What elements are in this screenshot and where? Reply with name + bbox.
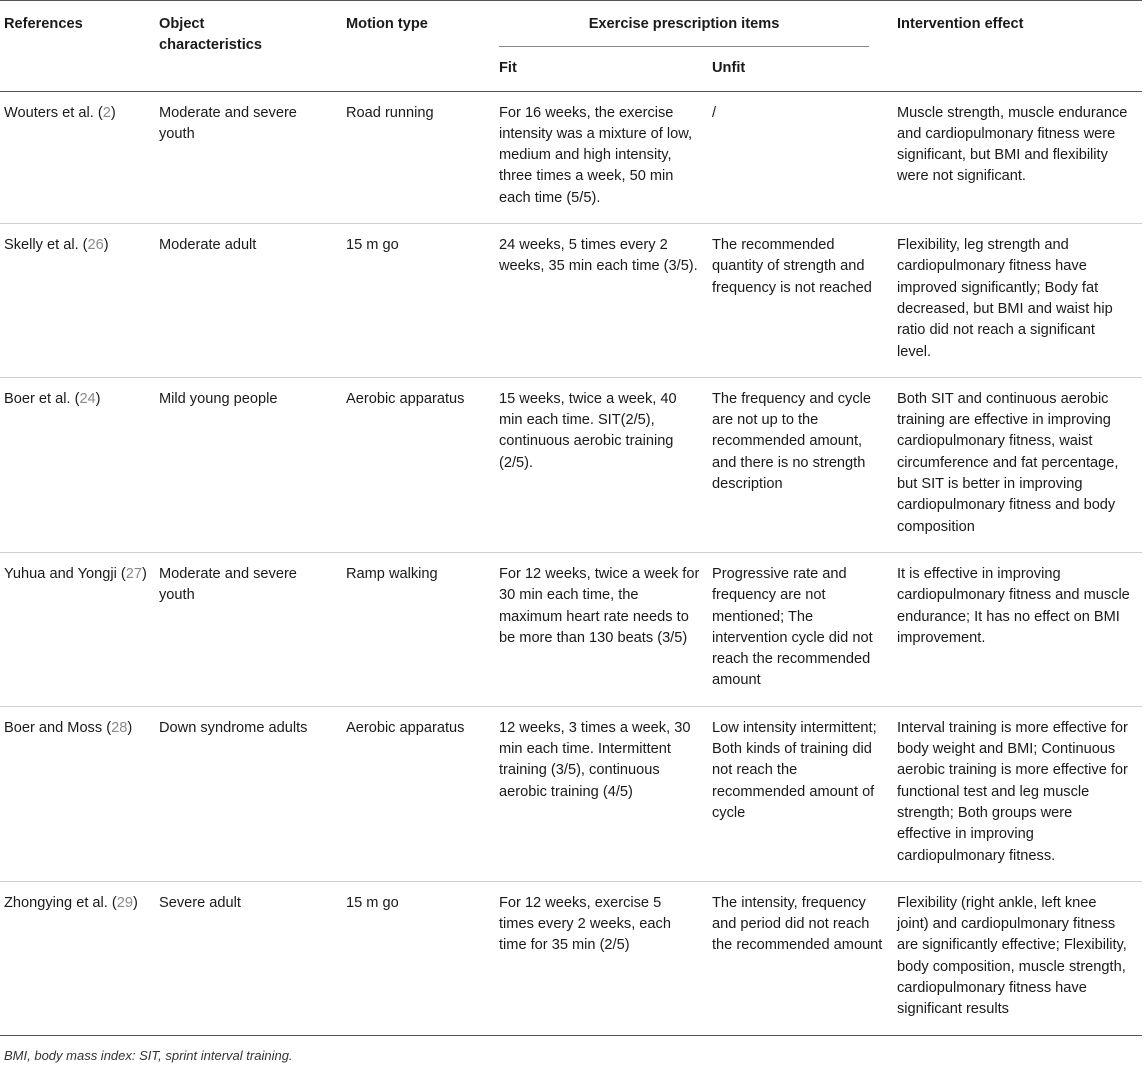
reference-link[interactable]: 27 xyxy=(125,565,142,582)
cell-unfit: Progressive rate and frequency are not mentioned; The intervention cycle did not reach the recommended amount xyxy=(712,552,897,706)
cell-effect: Flexibility (right ankle, left knee joint) and cardiopulmonary fitness are significantly effective; Flexibility, body composition, muscle strength, cardiopulmonary fitness have significant results xyxy=(897,881,1142,1035)
reference-close: ) xyxy=(141,565,147,582)
reference-link[interactable]: 24 xyxy=(79,390,96,407)
cell-fit: 15 weeks, twice a week, 40 min each time. SIT(2/5), continuous aerobic training (2/5). xyxy=(499,377,712,552)
table-row xyxy=(0,224,1142,378)
reference-text: Boer and Moss ( xyxy=(4,719,112,736)
reference-close: ) xyxy=(110,104,116,121)
header-references: References xyxy=(0,1,159,92)
cell-fit: 12 weeks, 3 times a week, 30 min each time. Intermittent training (3/5), continuous aerobic training (4/5) xyxy=(499,706,712,881)
reference-text: Boer et al. ( xyxy=(4,390,80,407)
table-body xyxy=(0,92,1142,1035)
reference-close: ) xyxy=(127,719,133,736)
cell-unfit: Low intensity intermittent; Both kinds of training did not reach the recommended amount of cycle xyxy=(712,706,897,881)
cell-reference xyxy=(0,224,159,378)
cell-fit: For 12 weeks, twice a week for 30 min each time, the maximum heart rate needs to be more than 130 beats (3/5) xyxy=(499,552,712,706)
reference-text: Zhongying et al. ( xyxy=(4,894,117,911)
cell-motion: 15 m go xyxy=(346,224,499,378)
table-row xyxy=(0,92,1142,224)
header-intervention-effect: Intervention effect xyxy=(897,1,1142,92)
cell-reference xyxy=(0,881,159,1035)
header-object-characteristics: Object characteristics xyxy=(159,1,346,92)
reference-text: Skelly et al. ( xyxy=(4,237,88,254)
reference-link[interactable]: 28 xyxy=(111,719,128,736)
cell-motion: Aerobic apparatus xyxy=(346,706,499,881)
header-exercise-prescription-items: Exercise prescription items xyxy=(499,14,869,47)
reference-close: ) xyxy=(133,894,138,911)
cell-unfit: The frequency and cycle are not up to the recommended amount, and there is no strength description xyxy=(712,377,897,552)
cell-effect: It is effective in improving cardiopulmonary fitness and muscle endurance; It has no effect on BMI improvement. xyxy=(897,552,1142,706)
reference-link[interactable]: 2 xyxy=(102,104,111,121)
table-footnote: BMI, body mass index: SIT, sprint interval training. xyxy=(4,1047,293,1063)
cell-effect: Interval training is more effective for body weight and BMI; Continuous aerobic training is more effective for functional test and leg muscle strength; Both groups were effective in improving cardiopulmonary fitness. xyxy=(897,706,1142,881)
reference-link[interactable]: 26 xyxy=(87,237,104,254)
cell-reference xyxy=(0,552,159,706)
table-row xyxy=(0,706,1142,881)
cell-unfit: / xyxy=(712,104,717,121)
header-fit: Fit xyxy=(499,60,517,77)
cell-object: Severe adult xyxy=(159,881,346,1035)
cell-fit: For 12 weeks, exercise 5 times every 2 weeks, each time for 35 min (2/5) xyxy=(499,881,712,1035)
table-row xyxy=(0,552,1142,706)
cell-object: Mild young people xyxy=(159,377,346,552)
cell-unfit: The intensity, frequency and period did not reach the recommended amount xyxy=(712,881,897,1035)
cell-reference xyxy=(0,92,159,224)
cell-effect: Both SIT and continuous aerobic training are effective in improving cardiopulmonary fitness, waist circumference and fat percentage, but SIT is better in improving cardiopulmonary fitness and body composition xyxy=(897,377,1142,552)
cell-motion: 15 m go xyxy=(346,881,499,1035)
reference-text: Yuhua and Yongji ( xyxy=(4,565,126,582)
cell-motion: Road running xyxy=(346,104,434,121)
cell-unfit: The recommended quantity of strength and frequency is not reached xyxy=(712,224,897,378)
reference-close: ) xyxy=(103,237,109,254)
cell-motion: Ramp walking xyxy=(346,552,499,706)
table-row xyxy=(0,881,1142,1035)
cell-object: Moderate and severe youth xyxy=(159,104,297,142)
reference-text: Wouters et al. ( xyxy=(4,104,103,121)
cell-object: Moderate and severe youth xyxy=(159,552,346,706)
cell-object: Moderate adult xyxy=(159,224,346,378)
header-unfit: Unfit xyxy=(712,60,746,77)
cell-fit: 24 weeks, 5 times every 2 weeks, 35 min each time (3/5). xyxy=(499,224,712,378)
cell-reference xyxy=(0,377,159,552)
header-exercise-prescription-group xyxy=(499,1,897,48)
cell-motion: Aerobic apparatus xyxy=(346,377,499,552)
header-motion-type: Motion type xyxy=(346,1,499,92)
cell-effect: Muscle strength, muscle endurance and cardiopulmonary fitness were significant, but BMI and flexibility were not significant. xyxy=(897,104,1128,185)
table-row xyxy=(0,377,1142,552)
reference-link[interactable]: 29 xyxy=(116,894,133,911)
reference-close: ) xyxy=(95,390,101,407)
cell-reference xyxy=(0,706,159,881)
cell-object: Down syndrome adults xyxy=(159,706,346,881)
cell-effect: Flexibility, leg strength and cardiopulmonary fitness have improved significantly; Body fat decreased, but BMI and waist hip ratio did not reach a significant level. xyxy=(897,224,1142,378)
cell-fit: For 16 weeks, the exercise intensity was a mixture of low, medium and high intensity, three times a week, 50 min each time (5/5). xyxy=(499,104,693,206)
